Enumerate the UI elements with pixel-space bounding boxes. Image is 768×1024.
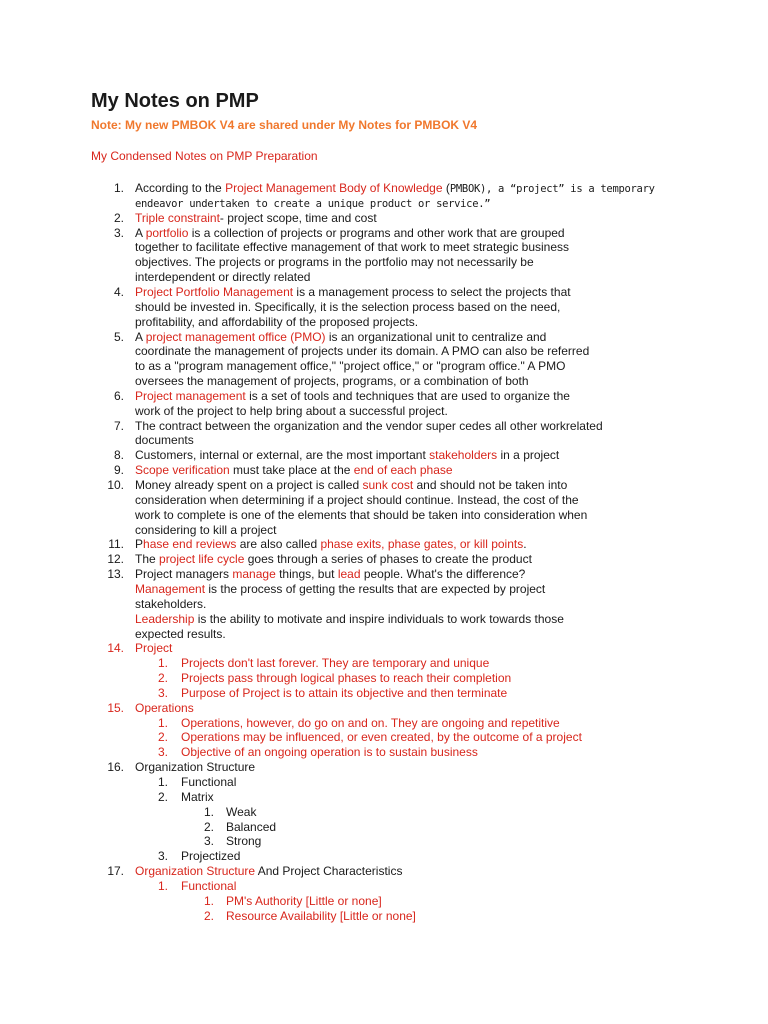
list-item-segment: people. What's the difference?: [360, 567, 526, 582]
list-item-segment: expected results.: [135, 626, 226, 641]
list-item-segment: coordinate the management of projects under its domain. A PMO can also be referred: [135, 344, 590, 359]
list-item-text: [135, 493, 579, 508]
list-item-segment: Organization Structure: [135, 760, 256, 775]
list-item-number: 5.: [113, 329, 124, 344]
highlighted-term: Objective of an ongoing operation is to sustain business: [181, 745, 478, 760]
list-item-text: [181, 775, 236, 790]
list-item-text: [181, 790, 214, 805]
pmbok-v4-note: Note: My new PMBOK V4 are shared under My Notes for PMBOK V4: [91, 118, 478, 132]
list-item-number: 1.: [157, 878, 168, 893]
list-item: [0, 686, 768, 701]
highlighted-term: Projects pass through logical phases to reach their completion: [181, 671, 512, 686]
list-item: [0, 300, 768, 315]
list-item-number: 1.: [157, 715, 168, 730]
list-item-segment: Money already spent on a project is called: [135, 478, 363, 492]
list-item: [0, 478, 768, 493]
list-item: [0, 523, 768, 538]
list-item-number: 1.: [113, 181, 124, 195]
list-item-text: [135, 508, 587, 523]
list-item-text: [135, 315, 418, 330]
list-item-text: [135, 597, 206, 612]
list-item-text: [181, 716, 560, 731]
list-item-segment: is a set of tools and techniques that are used to organize the: [245, 388, 570, 403]
highlighted-term: Operations may be influenced, or even created, by the outcome of a project: [181, 730, 582, 745]
list-item-segment: And Project Characteristics: [255, 864, 403, 879]
list-item-text: [135, 211, 377, 226]
list-item-segment: Project managers: [135, 567, 233, 582]
list-item: [0, 196, 768, 211]
list-item: [0, 448, 768, 463]
list-item: [0, 745, 768, 760]
list-item-segment: Strong: [226, 834, 262, 849]
list-item: [0, 864, 768, 879]
list-item-text: [135, 300, 560, 315]
list-item-segment: oversees the management of projects, programs, or a combination of both: [135, 374, 529, 389]
list-item: [0, 359, 768, 374]
list-item-number: 1.: [157, 775, 168, 789]
list-item-segment: Balanced: [226, 819, 277, 834]
list-item-text: [135, 552, 532, 567]
highlighted-term: portfolio: [145, 225, 189, 240]
list-item-number: 2.: [113, 210, 124, 225]
list-item-number: 2.: [157, 671, 168, 686]
list-item-number: 17.: [107, 864, 124, 879]
list-item-number: 12.: [107, 552, 124, 567]
list-item-number: 8.: [113, 448, 124, 463]
list-item-text: [226, 805, 256, 820]
list-item-text: [181, 745, 478, 760]
list-item-segment: consideration when determining if a project should continue. Instead, the cost of the: [135, 492, 579, 507]
highlighted-term: end of each phase: [353, 463, 453, 478]
list-item-text: [226, 820, 276, 835]
list-item: [0, 463, 768, 478]
list-item-segment: is a collection of projects or programs and other work that are grouped: [188, 225, 565, 240]
list-item-text: [135, 181, 655, 197]
highlighted-term: Operations: [135, 700, 194, 715]
list-item-text: [135, 641, 172, 656]
list-item-text: [135, 448, 559, 463]
list-item-segment: goes through a series of phases to create the product: [244, 552, 532, 567]
list-item-text: [181, 879, 236, 894]
list-item: [0, 255, 768, 270]
highlighted-term: lead: [337, 567, 361, 582]
highlighted-term: Management: [135, 581, 206, 596]
list-item-text: [135, 374, 529, 389]
highlighted-term: manage: [232, 567, 276, 582]
list-item-text: [135, 864, 402, 879]
list-item: [0, 894, 768, 909]
list-item-segment: to as a "program management office," "project office," or "program office." A PMO: [135, 359, 566, 374]
list-item: [0, 508, 768, 523]
list-item: [0, 701, 768, 716]
list-item-segment: Functional: [181, 775, 237, 789]
list-item-number: 4.: [113, 284, 124, 299]
list-item-number: 3.: [157, 849, 168, 864]
list-item: [0, 790, 768, 805]
list-item-segment: is a management process to select the projects that: [293, 284, 571, 299]
list-item: [0, 656, 768, 671]
list-item: [0, 627, 768, 642]
list-item-text: [135, 523, 276, 538]
list-item-text: [135, 760, 255, 775]
list-item-segment: objectives. The projects or programs in the portfolio may not necessarily be: [135, 255, 534, 270]
highlighted-term: Leadership: [135, 611, 195, 626]
highlighted-term: Purpose of Project is to attain its objective and then terminate: [181, 685, 508, 700]
list-item-text: [226, 834, 261, 849]
highlighted-term: Project: [135, 641, 173, 656]
list-item: [0, 552, 768, 567]
list-item-segment: (: [442, 181, 450, 195]
list-item: [0, 879, 768, 894]
list-item-segment: things, but: [275, 567, 338, 582]
list-item-segment: work to complete is one of the elements that should be taken into consideration when: [135, 507, 588, 522]
list-item-number: 1.: [157, 656, 168, 671]
list-item-segment: A: [135, 329, 146, 344]
list-item-text: [135, 612, 564, 627]
list-item: [0, 582, 768, 597]
list-item-segment: The: [135, 552, 160, 567]
list-item-number: 10.: [107, 478, 124, 492]
list-item-segment: is an organizational unit to centralize and: [325, 329, 547, 344]
list-item: [0, 730, 768, 745]
list-item: [0, 211, 768, 226]
list-item-segment: .: [523, 537, 527, 552]
highlighted-term: Triple constraint: [135, 210, 220, 225]
list-item-text: [181, 730, 582, 745]
highlighted-term: Project management: [135, 388, 246, 403]
list-item: [0, 389, 768, 404]
list-item: [0, 820, 768, 835]
list-item-segment: and should not be taken into: [413, 478, 568, 492]
highlighted-term: project management office (PMO): [145, 329, 326, 344]
highlighted-term: project life cycle: [159, 552, 245, 567]
list-item-segment: interdependent or directly related: [135, 270, 311, 285]
list-item-number: 16.: [107, 760, 124, 775]
list-item-segment: endeavor undertaken to create a unique product or service.”: [135, 197, 491, 210]
list-item-number: 3.: [157, 745, 168, 760]
list-item-number: 14.: [107, 641, 124, 656]
list-item: [0, 567, 768, 582]
list-item: [0, 240, 768, 255]
list-item-text: [135, 627, 226, 642]
list-item-segment: The contract between the organization and the vendor super cedes all other workrelated: [135, 418, 603, 433]
list-item-text: [135, 330, 546, 345]
list-item-number: 2.: [203, 908, 214, 923]
highlighted-term: PM's Authority [Little or none]: [226, 893, 382, 908]
list-item-segment: P: [135, 537, 144, 552]
list-item-segment: in a project: [497, 448, 560, 463]
list-item-segment: - project scope, time and cost: [219, 210, 377, 225]
list-item-segment: Projectized: [181, 849, 241, 864]
list-item: [0, 849, 768, 864]
list-item-number: 13.: [107, 567, 124, 582]
highlighted-term: sunk cost: [362, 478, 414, 492]
list-item: [0, 612, 768, 627]
list-item: [0, 834, 768, 849]
list-item-segment: is the ability to motivate and inspire individuals to work towards those: [194, 611, 564, 626]
list-item-segment: profitability, and affordability of the proposed projects.: [135, 314, 419, 329]
list-item: [0, 805, 768, 820]
list-item-number: 3.: [203, 834, 214, 849]
list-item: [0, 909, 768, 924]
list-item-number: 3.: [157, 685, 168, 700]
list-item-text: [135, 478, 567, 493]
list-item-number: 6.: [113, 388, 124, 403]
list-item-text: [135, 270, 310, 285]
list-item-segment: According to the: [135, 181, 226, 195]
list-item: [0, 330, 768, 345]
list-item-segment: PMBOK), a “project” is a temporary: [449, 183, 655, 195]
list-item-segment: must take place at the: [229, 463, 354, 478]
list-item-text: [135, 433, 194, 448]
list-item-text: [135, 567, 525, 582]
highlighted-term: Organization Structure: [135, 864, 256, 879]
list-item: [0, 419, 768, 434]
list-item-text: [135, 226, 565, 241]
list-item-text: [135, 404, 448, 419]
list-item-text: [135, 255, 534, 270]
list-item-number: 2.: [157, 730, 168, 745]
list-item-text: [181, 849, 240, 864]
list-item-segment: considering to kill a project: [135, 522, 277, 537]
highlighted-term: Projects don't last forever. They are temporary and unique: [181, 656, 490, 671]
page-title: My Notes on PMP: [91, 90, 259, 112]
list-item: [0, 641, 768, 656]
list-item-text: [226, 909, 416, 924]
list-item-number: 15.: [107, 700, 124, 715]
list-item-text: [181, 671, 511, 686]
list-item: [0, 315, 768, 330]
list-item-number: 11.: [108, 537, 124, 552]
list-item: [0, 226, 768, 241]
list-item: [0, 374, 768, 389]
list-item-segment: should be invested in. Specifically, it is the selection process based on the need,: [135, 299, 561, 314]
list-item-segment: stakeholders.: [135, 596, 207, 611]
list-item-segment: are also called: [236, 537, 321, 552]
list-item: [0, 671, 768, 686]
highlighted-term: Project Management Body of Knowledge: [225, 181, 443, 195]
list-item-text: [135, 701, 194, 716]
list-item-text: [135, 419, 603, 434]
highlighted-term: Scope verification: [135, 463, 230, 478]
list-item: [0, 270, 768, 285]
list-item-number: 9.: [113, 463, 124, 478]
list-item-text: [135, 240, 569, 255]
highlighted-term: phase exits, phase gates, or kill points: [320, 537, 524, 552]
list-item: [0, 537, 768, 552]
highlighted-term: stakeholders: [429, 448, 498, 463]
list-item: [0, 493, 768, 508]
list-item-segment: Customers, internal or external, are the most important: [135, 448, 430, 463]
list-item-text: [135, 344, 589, 359]
list-item-number: 2.: [203, 819, 214, 834]
list-item-text: [181, 656, 489, 671]
list-item: [0, 344, 768, 359]
highlighted-term: Resource Availability [Little or none]: [226, 908, 416, 923]
list-item: [0, 775, 768, 790]
highlighted-term: hase end reviews: [143, 537, 237, 552]
list-item-text: [135, 196, 490, 212]
list-item-text: [226, 894, 382, 909]
list-item-text: [135, 285, 571, 300]
list-item: [0, 597, 768, 612]
list-item-text: [181, 686, 507, 701]
section-subtitle: My Condensed Notes on PMP Preparation: [91, 149, 318, 163]
list-item: [0, 285, 768, 300]
list-item-segment: Weak: [226, 804, 257, 819]
list-item-segment: documents: [135, 433, 194, 448]
list-item-segment: Matrix: [181, 789, 214, 804]
list-item-segment: A: [135, 225, 146, 240]
list-item-text: [135, 359, 565, 374]
list-item-number: 2.: [157, 789, 168, 804]
list-item: [0, 433, 768, 448]
list-item-text: [135, 463, 453, 478]
highlighted-term: Project Portfolio Management: [135, 284, 294, 299]
list-item: [0, 716, 768, 731]
list-item-number: 1.: [203, 893, 214, 908]
list-item-text: [135, 582, 545, 597]
highlighted-term: Operations, however, do go on and on. They are ongoing and repetitive: [181, 715, 560, 730]
list-item: [0, 404, 768, 419]
list-item: [0, 760, 768, 775]
list-item-number: 3.: [113, 225, 124, 240]
list-item-number: 1.: [203, 804, 214, 819]
list-item-segment: work of the project to help bring about a successful project.: [135, 403, 448, 418]
highlighted-term: Functional: [181, 878, 237, 893]
list-item-number: 7.: [113, 418, 124, 433]
list-item-segment: is the process of getting the results that are expected by project: [205, 581, 546, 596]
list-item-text: [135, 389, 570, 404]
list-item-segment: together to facilitate effective management of that work to meet strategic business: [135, 240, 570, 255]
list-item: [0, 181, 768, 196]
list-item-text: [135, 537, 527, 552]
